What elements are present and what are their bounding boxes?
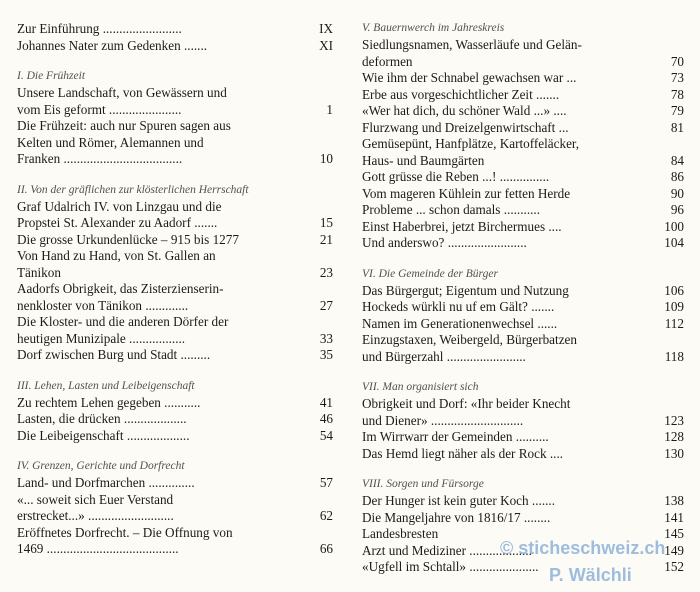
entry-title-line: Von Hand zu Hand, von St. Gallen an [17, 248, 216, 263]
watermark-copyright: © sticheschweiz.ch [500, 538, 666, 558]
toc-entry[interactable] [362, 136, 684, 169]
toc-entry[interactable] [17, 525, 333, 558]
section-heading: III. Lehen, Lasten und Leibeigenschaft [17, 379, 195, 392]
toc-entry[interactable] [17, 232, 333, 249]
entry-title-line: und Bürgerzahl ........................ [362, 348, 526, 364]
page-number: 62 [319, 508, 333, 523]
section-heading: I. Die Frühzeit [17, 70, 86, 82]
page-number: 10 [319, 151, 333, 166]
toc-section [17, 459, 333, 558]
entry-title-line: Wie ihm der Schnabel gewachsen war ... [362, 70, 577, 85]
page-number: 130 [664, 445, 684, 461]
toc-section [17, 379, 333, 445]
toc-entry[interactable] [17, 38, 333, 55]
page-number: 84 [670, 152, 684, 168]
toc-entry[interactable] [17, 199, 333, 232]
entry-title-line: Tänikon [17, 264, 61, 280]
toc-entry[interactable] [17, 428, 333, 445]
entry-title-line: Johannes Nater zum Gedenken ....... [17, 37, 208, 53]
page-number: 57 [319, 475, 333, 490]
page-number: 78 [670, 86, 684, 102]
entry-title-line: Kelten und Römer, Alemannen und [17, 134, 204, 150]
page-number: 96 [670, 202, 684, 217]
entry-title-line: Einzugstaxen, Weibergeld, Bürgerbatzen [362, 332, 577, 347]
page-number: 149 [664, 542, 684, 558]
page-number: 100 [664, 218, 684, 234]
toc-entry[interactable] [362, 70, 684, 87]
page-number: 54 [319, 427, 333, 443]
toc-entry[interactable] [17, 281, 333, 314]
page-number: 1 [326, 101, 333, 117]
left-column [17, 21, 333, 573]
entry-title-line: Die grosse Urkundenlücke – 915 bis 1277 [17, 231, 239, 247]
section-heading: VII. Man organisiert sich [362, 381, 479, 393]
entry-title-line: Einst Haberbrei, jetzt Birchermues .... [362, 218, 562, 234]
toc-entry[interactable] [362, 299, 684, 316]
entry-title-line: Und anderswo? ........................ [362, 235, 527, 250]
entry-title-line: vom Eis geformt ...................... [17, 101, 182, 117]
entry-title-line: «Ugfell im Schtall» ..................... [362, 559, 539, 574]
right-column [362, 21, 684, 591]
page-number: 70 [670, 53, 684, 69]
page-number: 90 [670, 185, 684, 201]
entry-title-line: Namen im Generationenwechsel ...... [362, 315, 558, 331]
page-number: IX [319, 21, 333, 36]
page-number: 21 [319, 231, 333, 247]
page-number: XI [319, 37, 333, 53]
entry-title-line: Die Leibeigenschaft ................... [17, 427, 190, 443]
entry-title-line: Obrigkeit und Dorf: «Ihr beider Knecht [362, 396, 571, 411]
toc-entry[interactable] [362, 87, 684, 104]
toc-entry[interactable] [362, 37, 684, 70]
toc-section [17, 183, 333, 364]
entry-title-line: Haus- und Baumgärten [362, 152, 485, 168]
page-number: 73 [670, 70, 684, 85]
page-number: 128 [664, 429, 684, 444]
toc-entry[interactable] [362, 235, 684, 252]
entry-title-line: Der Hunger ist kein guter Koch ....... [362, 493, 556, 508]
entry-title-line: Zu rechtem Lehen gegeben ........... [17, 394, 201, 410]
toc-entry[interactable] [362, 186, 684, 203]
page-number: 27 [319, 297, 333, 313]
entry-title-line: Das Hemd liegt näher als der Rock .... [362, 445, 564, 461]
section-heading: II. Von der gräflichen zur klösterlichen Herrschaft [17, 183, 249, 196]
page-number: 86 [670, 169, 684, 184]
toc-entry[interactable] [17, 347, 333, 364]
toc-entry[interactable] [17, 395, 333, 412]
toc-entry[interactable] [17, 248, 333, 281]
entry-title-line: Arzt und Mediziner ................... [362, 542, 532, 558]
toc-entry[interactable] [362, 493, 684, 510]
entry-title-line: Propstei St. Alexander zu Aadorf ....... [17, 215, 218, 230]
entry-title-line: Lasten, die drücken ................... [17, 411, 187, 426]
section-heading: IV. Grenzen, Gerichte und Dorfrecht [17, 460, 185, 472]
page-number: 141 [664, 509, 684, 525]
toc-section [362, 21, 684, 252]
page-number: 46 [319, 411, 333, 426]
entry-title-line: «Wer hat dich, du schöner Wald ...» .... [362, 103, 567, 118]
toc-entry[interactable] [17, 314, 333, 347]
toc-section [362, 380, 684, 462]
toc-section [17, 21, 333, 54]
toc-section [362, 477, 684, 576]
entry-title-line: Dorf zwischen Burg und Stadt ......... [17, 347, 211, 362]
page-number: 33 [319, 330, 333, 346]
entry-title-line: Flurzwang und Dreizelgenwirtschaft ... [362, 119, 569, 135]
entry-title-line: Das Bürgergut; Eigentum und Nutzung [362, 282, 569, 298]
page-number: 118 [664, 348, 684, 364]
entry-title-line: Hockeds würkli nu uf em Gält? ....... [362, 299, 555, 314]
entry-title-line: Probleme ... schon damals ........... [362, 202, 541, 217]
toc-entry[interactable] [17, 411, 333, 428]
page-number: 109 [664, 299, 684, 314]
toc-entry[interactable] [17, 492, 333, 525]
page-number: 112 [664, 315, 684, 331]
toc-entry[interactable] [362, 316, 684, 333]
page-number: 41 [319, 394, 333, 410]
toc-entry[interactable] [17, 85, 333, 118]
toc-entry[interactable] [362, 283, 684, 300]
entry-title-line: erstrecket...» .......................... [17, 508, 174, 523]
page-number: 23 [319, 264, 333, 280]
toc-entry[interactable] [362, 332, 684, 365]
page-number: 66 [319, 541, 333, 556]
toc-entry[interactable] [362, 559, 684, 576]
entry-title-line: Vom mageren Kühlein zur fetten Herde [362, 185, 571, 201]
toc-entry[interactable] [362, 120, 684, 137]
entry-title-line: Land- und Dorfmarchen .............. [17, 475, 195, 490]
entry-title-line: Siedlungsnamen, Wasserläufe und Gelän- [362, 37, 582, 52]
entry-title-line: Im Wirrwarr der Gemeinden .......... [362, 429, 549, 444]
entry-title-line: Aadorfs Obrigkeit, das Zisterzienserin- [17, 281, 224, 296]
toc-entry[interactable] [362, 219, 684, 236]
toc-entry[interactable] [362, 169, 684, 186]
toc-entry[interactable] [362, 510, 684, 527]
page-number: 152 [664, 559, 684, 574]
page-number: 145 [664, 526, 684, 541]
page-number: 35 [319, 347, 333, 362]
toc-entry[interactable] [362, 202, 684, 219]
entry-title-line: Zur Einführung ........................ [17, 21, 182, 36]
entry-title-line: Franken .................................... [17, 151, 183, 166]
page-number: 123 [664, 412, 684, 428]
page-number: 79 [670, 103, 684, 118]
entry-title-line: Die Kloster- und die anderen Dörfer der [17, 314, 229, 329]
watermark-author: P. Wälchli [549, 565, 632, 585]
entry-title-line: «... soweit sich Euer Verstand [17, 491, 174, 507]
toc-entry[interactable] [362, 396, 684, 429]
toc-section [17, 69, 333, 168]
section-heading: VI. Die Gemeinde der Bürger [362, 267, 498, 280]
page-number: 106 [664, 282, 684, 298]
entry-title-line: 1469 ........................................ [17, 541, 179, 556]
page-number: 15 [319, 215, 333, 230]
page-number: 81 [670, 119, 684, 135]
entry-title-line: deformen [362, 53, 413, 69]
entry-title-line: Landesbresten [362, 526, 439, 541]
page-number: 138 [664, 493, 684, 508]
toc-entry[interactable] [17, 118, 333, 168]
toc-section [362, 267, 684, 366]
entry-title-line: Gott grüsse die Reben ...! ............... [362, 169, 550, 184]
entry-title-line: Die Mangeljahre von 1816/17 ........ [362, 509, 551, 525]
entry-title-line: Graf Udalrich IV. von Linzgau und die [17, 198, 222, 214]
toc-entry[interactable] [17, 21, 333, 38]
section-heading: V. Bauernwerch im Jahreskreis [362, 22, 505, 34]
section-heading: VIII. Sorgen und Fürsorge [362, 478, 484, 490]
entry-title-line: Erbe aus vorgeschichtlicher Zeit ....... [362, 86, 560, 102]
entry-title-line: Die Frühzeit: auch nur Spuren sagen aus [17, 118, 231, 133]
entry-title-line: Gemüsepünt, Hanfplätze, Kartoffeläcker, [362, 136, 580, 151]
toc-entry[interactable] [362, 446, 684, 463]
toc-entry[interactable] [362, 103, 684, 120]
entry-title-line: heutigen Munizipale ................. [17, 330, 186, 346]
entry-title-line: und Diener» ............................ [362, 412, 524, 428]
entry-title-line: Eröffnetes Dorfrecht. – Die Offnung von [17, 524, 233, 540]
toc-entry[interactable] [362, 429, 684, 446]
entry-title-line: Unsere Landschaft, von Gewässern und [17, 85, 227, 100]
page-number: 104 [664, 235, 684, 250]
entry-title-line: nenkloster von Tänikon ............. [17, 297, 189, 313]
toc-entry[interactable] [17, 475, 333, 492]
